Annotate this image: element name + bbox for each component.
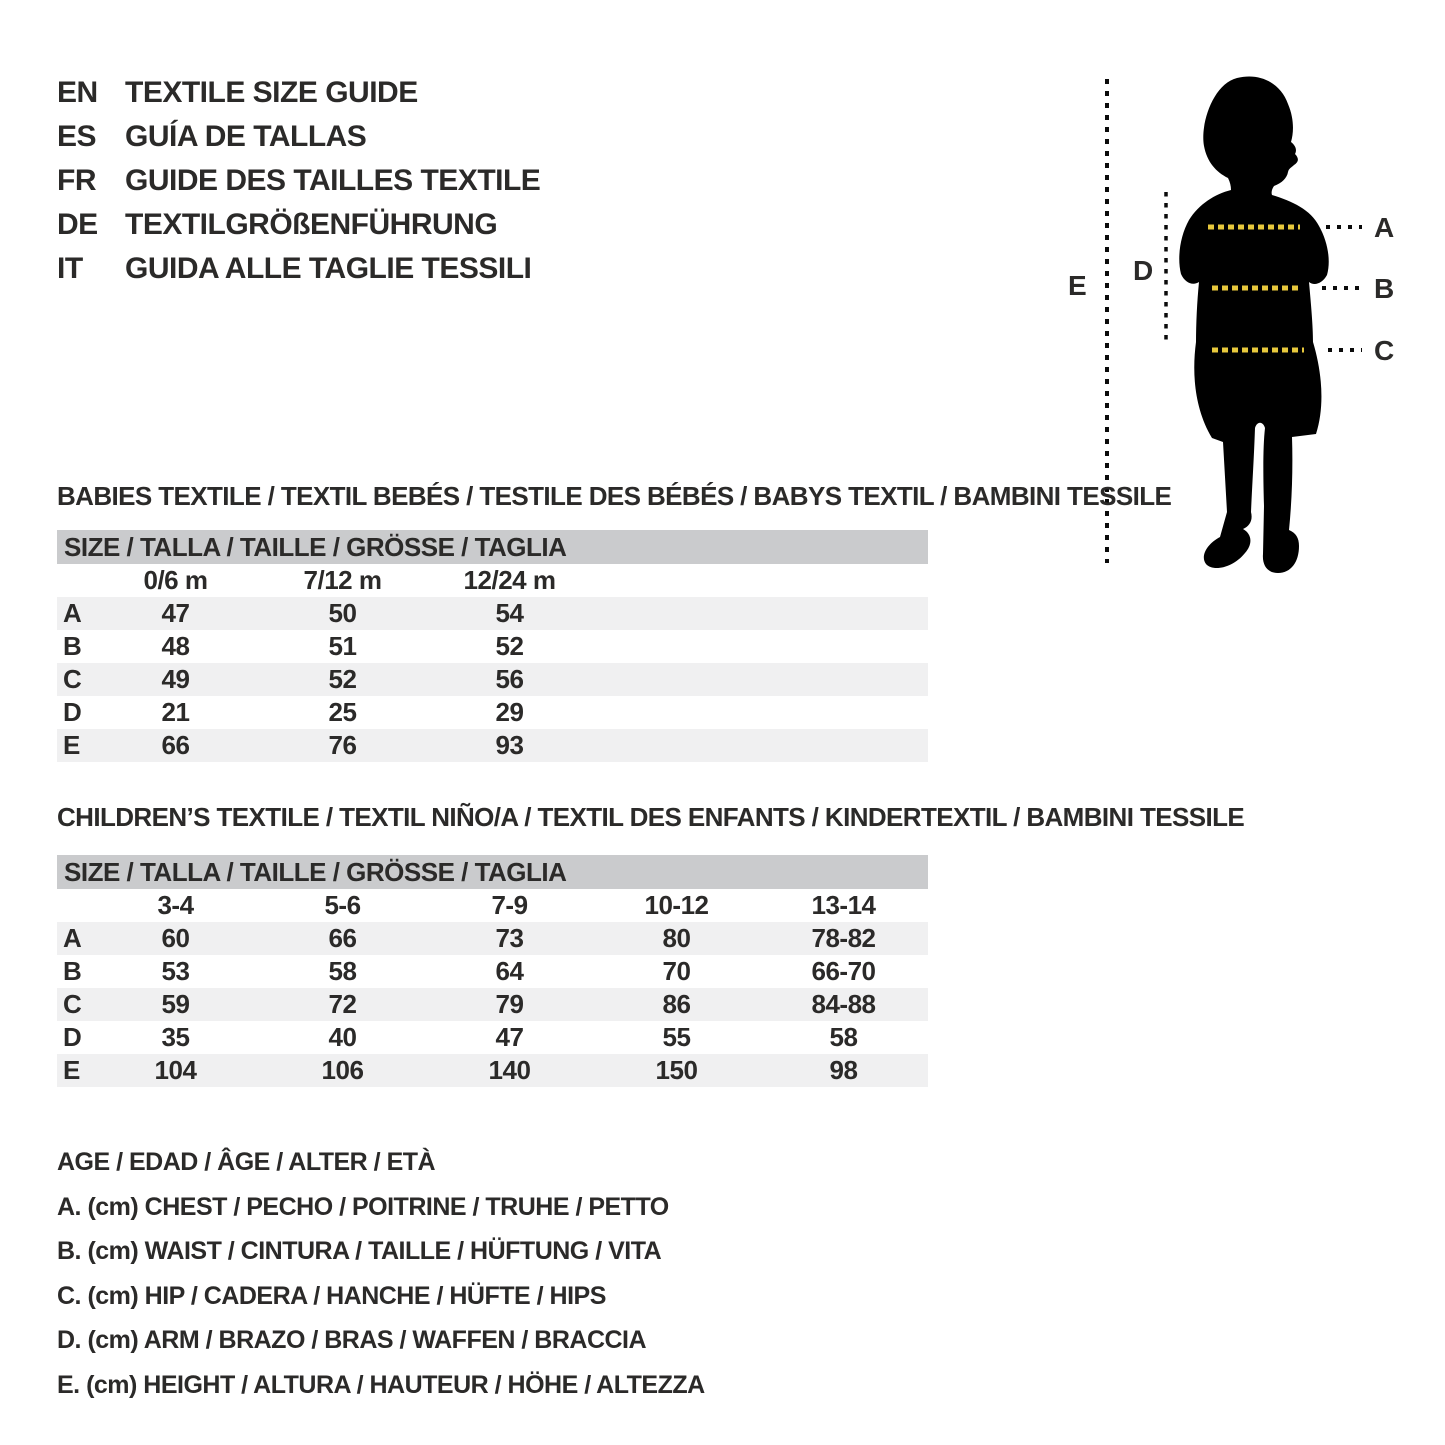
cell: 84-88 <box>811 989 876 1019</box>
legend-waist: B. (cm) WAIST / CINTURA / TAILLE / HÜFTUNG / VITA <box>57 1237 662 1265</box>
cell: 66-70 <box>811 956 876 986</box>
cell: 59 <box>161 989 190 1019</box>
cell: 140 <box>488 1055 531 1085</box>
cell: 54 <box>495 598 524 628</box>
column-header: 7-9 <box>491 890 528 920</box>
child-silhouette <box>1179 76 1328 573</box>
cell: 58 <box>328 956 357 986</box>
table-row <box>57 729 928 762</box>
figure-label-c: C <box>1374 335 1394 366</box>
cell: 66 <box>328 923 357 953</box>
column-header: 3-4 <box>157 890 194 920</box>
row-label: E <box>63 730 80 760</box>
cell: 104 <box>154 1055 197 1085</box>
babies-size-header-bar: SIZE / TALLA / TAILLE / GRÖSSE / TAGLIA <box>57 530 928 564</box>
header-line-it <box>57 247 540 291</box>
cell: 73 <box>495 923 524 953</box>
cell: 25 <box>328 697 357 727</box>
babies-section-title: BABIES TEXTILE / TEXTIL BEBÉS / TESTILE DES BÉBÉS / BABYS TEXTIL / BAMBINI TESSILE <box>57 481 1172 511</box>
cell: 47 <box>161 598 190 628</box>
guide-title: GUIDE DES TAILLES TEXTILE <box>125 164 541 197</box>
column-header: 10-12 <box>644 890 709 920</box>
header-line-de <box>57 203 540 247</box>
column-header: 7/12 m <box>303 565 382 595</box>
cell: 52 <box>495 631 524 661</box>
children-size-header-bar: SIZE / TALLA / TAILLE / GRÖSSE / TAGLIA <box>57 855 928 889</box>
row-label: C <box>63 989 82 1019</box>
table-row <box>57 597 928 630</box>
legend-age: AGE / EDAD / ÂGE / ALTER / ETÀ <box>57 1148 436 1176</box>
cell: 51 <box>328 631 357 661</box>
header-line-es <box>57 115 540 159</box>
cell: 52 <box>328 664 357 694</box>
cell: 49 <box>161 664 190 694</box>
header-line-en <box>57 71 540 115</box>
children-size-table <box>57 855 928 1087</box>
column-header: 13-14 <box>811 890 876 920</box>
table-row <box>57 955 928 988</box>
table-row <box>57 922 928 955</box>
cell: 98 <box>829 1055 858 1085</box>
cell: 56 <box>495 664 524 694</box>
babies-size-table <box>57 530 928 762</box>
cell: 35 <box>161 1022 190 1052</box>
cell: 66 <box>161 730 190 760</box>
cell: 78-82 <box>811 923 876 953</box>
table-row <box>57 988 928 1021</box>
cell: 70 <box>662 956 691 986</box>
legend-arm: D. (cm) ARM / BRAZO / BRAS / WAFFEN / BRACCIA <box>57 1326 647 1354</box>
row-label: A <box>63 598 82 628</box>
column-header: 12/24 m <box>463 565 556 595</box>
cell: 47 <box>495 1022 524 1052</box>
row-label: D <box>63 1022 82 1052</box>
figure-label-d: D <box>1133 255 1153 286</box>
row-label: D <box>63 697 82 727</box>
header-line-fr <box>57 159 540 203</box>
legend-chest: A. (cm) CHEST / PECHO / POITRINE / TRUHE / PETTO <box>57 1192 669 1221</box>
row-label: B <box>63 956 82 986</box>
cell: 79 <box>495 989 524 1019</box>
table-row <box>57 663 928 696</box>
cell: 58 <box>829 1022 858 1052</box>
legend-hip: C. (cm) HIP / CADERA / HANCHE / HÜFTE / HIPS <box>57 1281 606 1310</box>
babies-age-header-row <box>57 564 928 597</box>
column-header: 0/6 m <box>143 565 208 595</box>
lang-code: DE <box>57 208 98 241</box>
language-header <box>57 71 540 291</box>
cell: 21 <box>161 697 190 727</box>
table-row <box>57 1054 928 1087</box>
figure-label-b: B <box>1374 273 1394 304</box>
table-row <box>57 630 928 663</box>
cell: 60 <box>161 923 190 953</box>
cell: 48 <box>161 631 190 661</box>
children-section-title: CHILDREN’S TEXTILE / TEXTIL NIÑO/A / TEXTIL DES ENFANTS / KINDERTEXTIL / BAMBINI TESSILE <box>57 802 1245 832</box>
guide-title: TEXTILGRÖßENFÜHRUNG <box>125 208 498 241</box>
measurement-legend <box>57 1140 705 1407</box>
lang-code: IT <box>57 252 83 285</box>
table-row <box>57 696 928 729</box>
cell: 106 <box>321 1055 364 1085</box>
guide-title: GUÍA DE TALLAS <box>125 120 367 153</box>
cell: 150 <box>655 1055 698 1085</box>
cell: 80 <box>662 923 691 953</box>
row-label: E <box>63 1055 80 1085</box>
legend-height: E. (cm) HEIGHT / ALTURA / HAUTEUR / HÖHE / ALTEZZA <box>57 1370 705 1399</box>
row-label: B <box>63 631 82 661</box>
column-header: 5-6 <box>324 890 361 920</box>
cell: 29 <box>495 697 524 727</box>
figure-label-e: E <box>1068 270 1087 301</box>
table-row <box>57 1021 928 1054</box>
children-age-header-row <box>57 889 928 922</box>
cell: 55 <box>662 1022 691 1052</box>
cell: 50 <box>328 598 357 628</box>
lang-code: EN <box>57 76 98 109</box>
cell: 76 <box>328 730 357 760</box>
cell: 93 <box>495 730 524 760</box>
cell: 53 <box>161 956 190 986</box>
lang-code: ES <box>57 120 97 153</box>
lang-code: FR <box>57 164 96 197</box>
cell: 40 <box>328 1022 357 1052</box>
cell: 72 <box>328 989 357 1019</box>
figure-label-a: A <box>1374 212 1394 243</box>
cell: 86 <box>662 989 691 1019</box>
guide-title: GUIDA ALLE TAGLIE TESSILI <box>125 252 532 285</box>
cell: 64 <box>495 956 524 986</box>
guide-title: TEXTILE SIZE GUIDE <box>125 76 418 109</box>
row-label: A <box>63 923 82 953</box>
row-label: C <box>63 664 82 694</box>
